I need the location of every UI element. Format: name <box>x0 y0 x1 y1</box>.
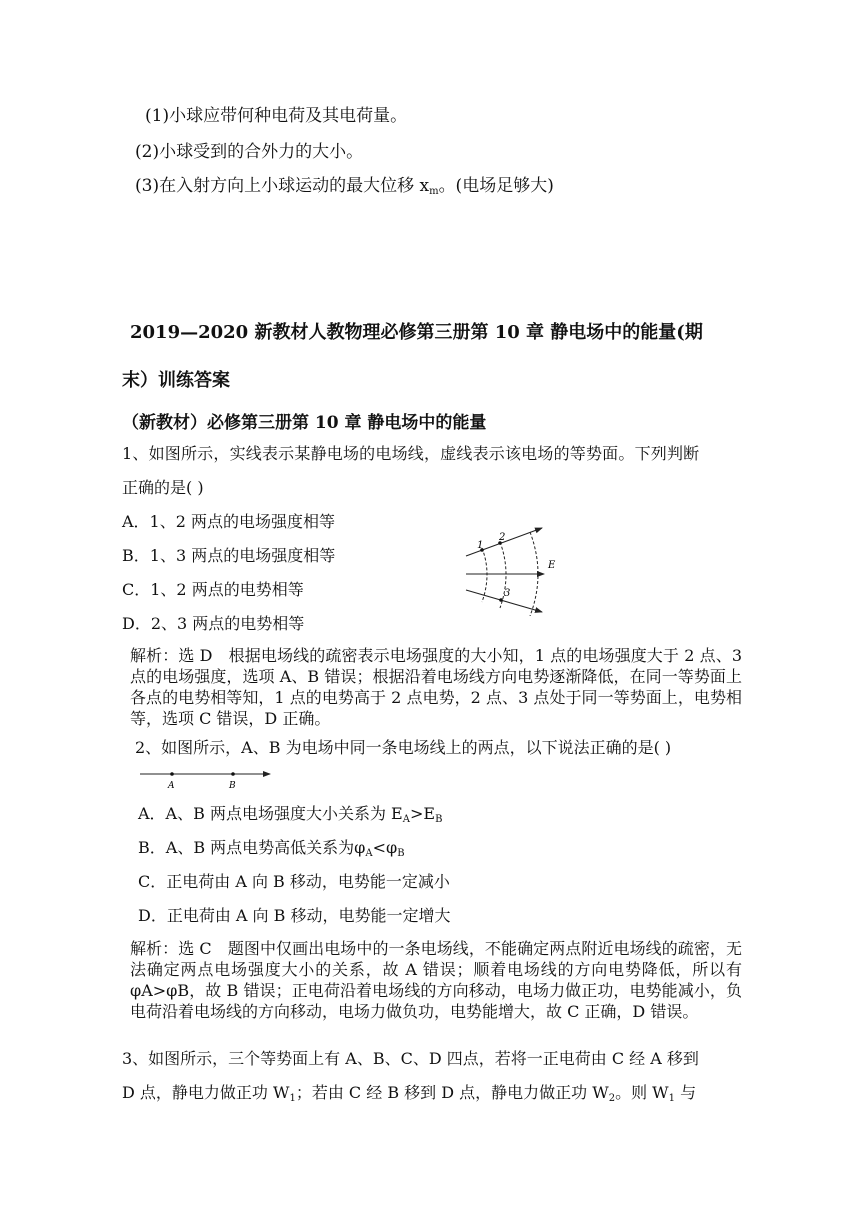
problem2-option-d: D．正电荷由 A 向 B 移动，电势能一定增大 <box>138 906 451 925</box>
p3-sub1: 1 <box>289 1093 296 1104</box>
point-b <box>231 772 235 776</box>
problem1-option-d: D．2、3 两点的电势相等 <box>122 614 305 633</box>
problem2-option-a <box>138 804 442 824</box>
p3-sub3: 1 <box>668 1093 676 1104</box>
problem2-stem: 2、如图所示，A、B 为电场中同一条电场线上的两点，以下说法正确的是( ) <box>135 738 672 757</box>
question-3-suffix: 。(电场足够大) <box>438 176 554 196</box>
section-heading: （新教材）必修第三册第 10 章 静电场中的能量 <box>122 413 487 433</box>
p3-sub2: 2 <box>608 1093 616 1104</box>
question-3 <box>135 176 554 196</box>
label-3: 3 <box>504 588 511 599</box>
problem2-solution: 解析：选 C 题图中仅画出电场中的一条电场线，不能确定两点附近电场线的疏密，无法确定两点电场强度大小的关系，故 A 错误；顺着电场线的方向电势降低，所以有φA>φB，故 B 错误；正电荷沿着电场线的方向移动，电场力做正功，电势能减小，负电荷沿着电场线的方向移动，电场力做负功，电势能增大，故 C 正确，D 错误。 <box>130 939 742 1021</box>
question-3-prefix: (3)在入射方向上小球运动的最大位移 x <box>135 176 430 196</box>
question-1: (1)小球应带何种电荷及其电荷量。 <box>145 106 408 126</box>
label-b: B <box>229 781 236 791</box>
problem3-line2 <box>122 1083 696 1103</box>
problem1-stem-line2: 正确的是( ) <box>122 478 204 497</box>
field-line-ab-figure <box>138 764 274 792</box>
equipotential-1 <box>482 548 487 602</box>
problem1-stem-line1: 1、如图所示，实线表示某静电场的电场线，虚线表示该电场的等势面。下列判断 <box>122 444 700 463</box>
label-1: 1 <box>477 540 484 551</box>
question-2: (2)小球受到的合外力的大小。 <box>135 142 364 162</box>
answer-title-line2: 末）训练答案 <box>122 370 230 391</box>
problem2-option-c: C．正电荷由 A 向 B 移动，电势能一定减小 <box>138 872 450 891</box>
optB-prefix: B．A、B 两点电势高低关系为φ <box>138 838 366 857</box>
p3-c: 。则 W <box>615 1083 669 1102</box>
optA-prefix: A．A、B 两点电场强度大小关系为 E <box>138 804 403 823</box>
p3-d: 与 <box>675 1083 697 1102</box>
label-e: E <box>548 560 556 571</box>
problem2-option-b <box>138 838 405 858</box>
problem1-solution: 解析：选 D 根据电场线的疏密表示电场强度的大小知，1 点的电场强度大于 2 点、3 点的电场强度，选项 A、B 错误；根据沿着电场线方向电势逐渐降低，在同一等势面上各点的电势相等知，1 点的电势高于 2 点电势，2 点、3 点处于同一等势面上，电势相等，选项 C 错误，D 正确。 <box>130 646 742 728</box>
p3-b: ；若由 C 经 B 移到 D 点，静电力做正功 W <box>295 1083 609 1102</box>
optA-sub1: A <box>402 814 410 825</box>
point-3 <box>499 598 503 602</box>
optB-sub2: B <box>397 848 405 859</box>
answer-title-line1: 2019—2020 新教材人教物理必修第三册第 10 章 静电场中的能量(期 <box>130 322 703 343</box>
p3-a: D 点，静电力做正功 W <box>122 1083 290 1102</box>
optA-sub2: B <box>435 814 443 825</box>
optA-mid: >E <box>409 804 436 823</box>
problem1-option-b: B．1、3 两点的电场强度相等 <box>122 546 336 565</box>
label-2: 2 <box>499 532 506 543</box>
problem1-option-c: C．1、2 两点的电势相等 <box>122 580 304 599</box>
optB-sub1: A <box>365 848 373 859</box>
point-a <box>170 772 174 776</box>
optB-mid: <φ <box>372 838 398 857</box>
problem1-option-a: A．1、2 两点的电场强度相等 <box>122 512 336 531</box>
electric-field-figure <box>460 518 570 616</box>
question-3-sub: m <box>429 186 439 197</box>
label-a: A <box>168 781 175 791</box>
problem3-line1: 3、如图所示，三个等势面上有 A、B、C、D 四点，若将一正电荷由 C 经 A 移到 <box>122 1049 699 1068</box>
